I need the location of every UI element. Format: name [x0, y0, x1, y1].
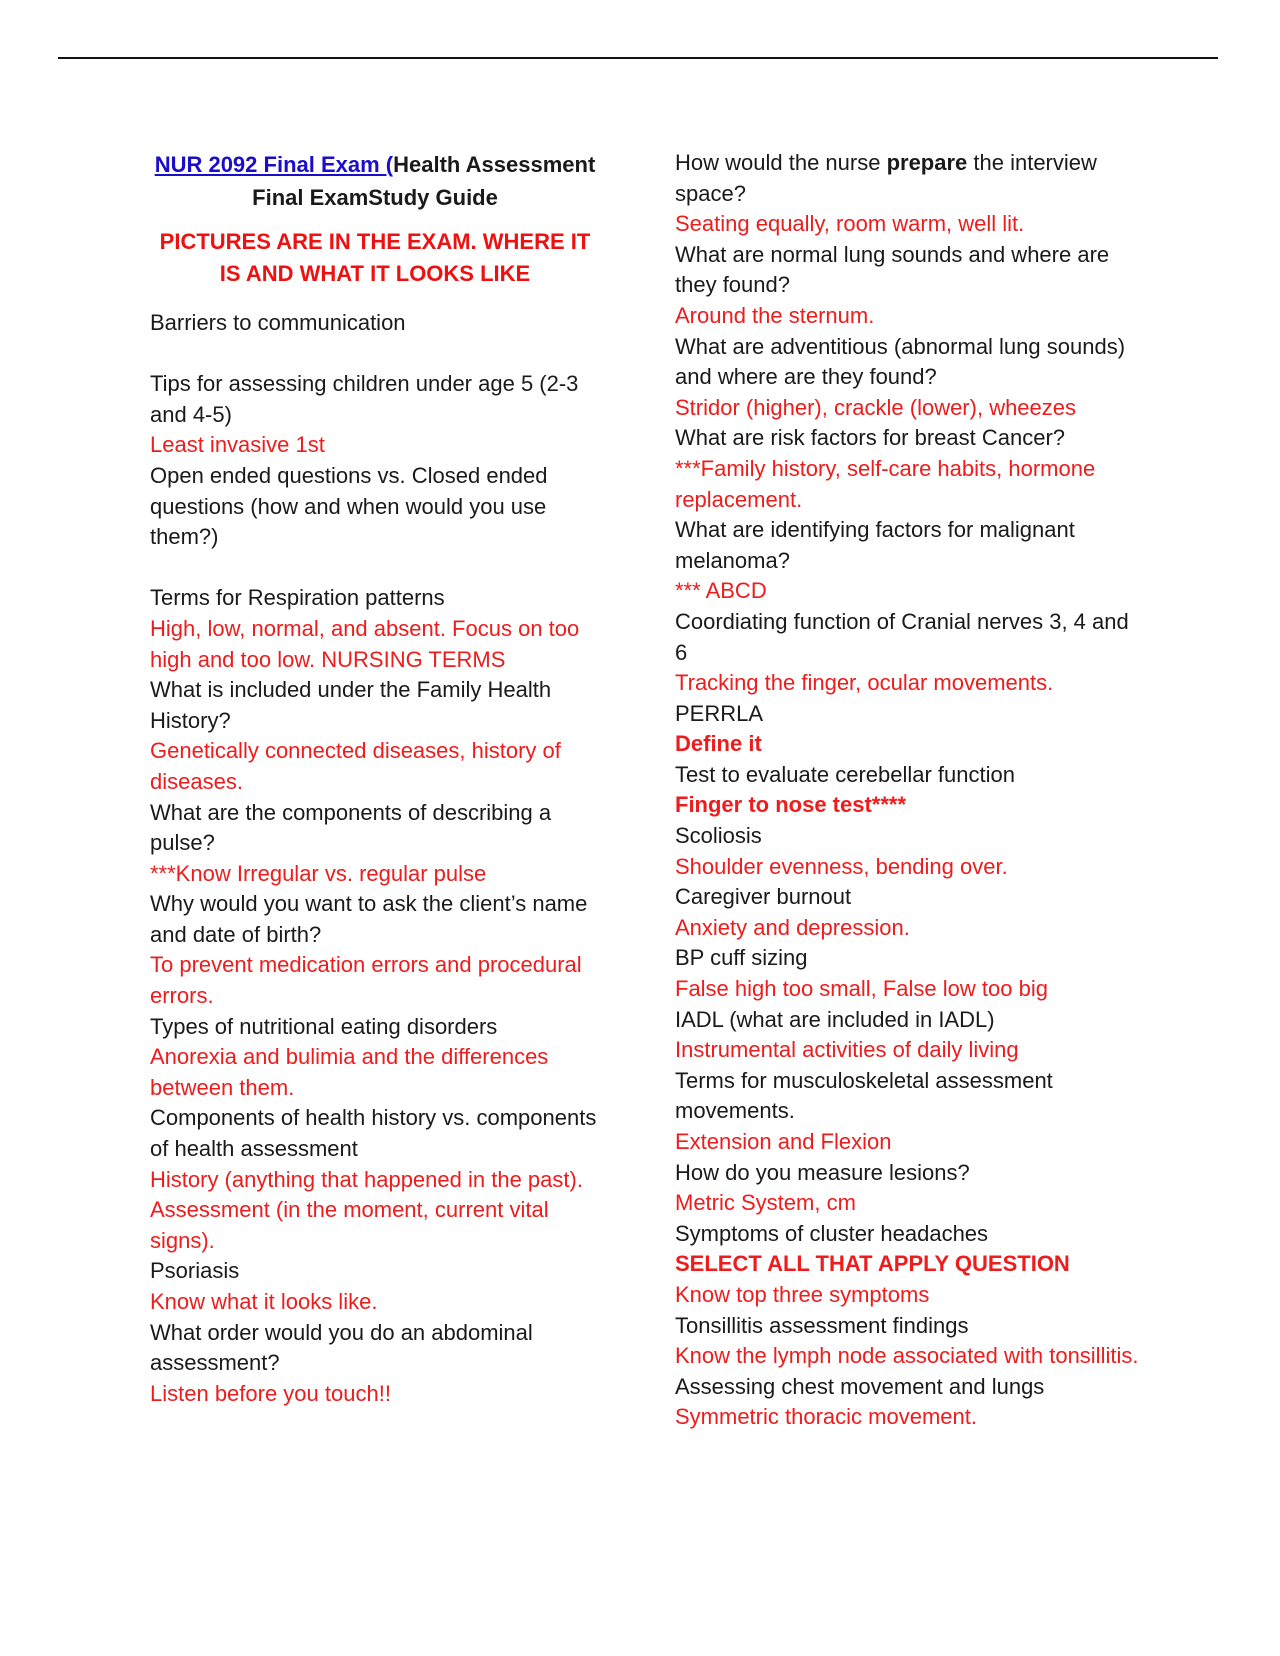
question-text: Symptoms of cluster headaches	[675, 1220, 989, 1246]
blank-line	[150, 553, 600, 584]
answer-text: Stridor (higher), crackle (lower), wheezes	[675, 394, 1077, 420]
answer-text: Around the sternum.	[675, 302, 875, 328]
question-text: What are normal lung sounds and where are they found?	[675, 241, 1110, 298]
question-text: PERRLA	[675, 700, 764, 726]
answer-text: Metric System, cm	[675, 1190, 856, 1216]
question-text: What are identifying factors for malignant melanoma?	[675, 517, 1075, 573]
answer-emphasis: Finger to nose test****	[675, 792, 907, 818]
answer-text: False high too small, False low too big	[675, 976, 1048, 1002]
answer-text: ***Family history, self-care habits, hormone replacement.	[675, 455, 1096, 512]
question-text: BP cuff sizing	[675, 945, 808, 971]
question-text: What is included under the Family Health History?	[150, 677, 552, 733]
top-rule	[58, 57, 1218, 59]
question-prepare-pre: How would the nurse	[675, 150, 887, 175]
document-title	[150, 148, 600, 214]
course-link[interactable]: NUR 2092 Final Exam (	[154, 152, 394, 177]
question-text: Coordiating function of Cranial nerves 3, 4 and 6	[675, 608, 1129, 665]
right-item-list	[675, 209, 1145, 1433]
question-prepare-post: the interview space?	[675, 150, 1097, 206]
left-item-list	[150, 308, 600, 1409]
question-text: Open ended questions vs. Closed ended questions (how and when would you use them?)	[150, 462, 548, 550]
answer-text: Least invasive 1st	[150, 432, 325, 458]
question-text: Caregiver burnout	[675, 884, 852, 910]
pictures-banner: PICTURES ARE IN THE EXAM. WHERE IT IS AND WHAT IT LOOKS LIKE	[159, 229, 591, 286]
question-text: Assessing chest movement and lungs	[675, 1373, 1045, 1399]
question-text: What are risk factors for breast Cancer?	[675, 425, 1066, 451]
question-text: Psoriasis	[150, 1258, 240, 1284]
question-text: Barriers to communication	[150, 310, 406, 335]
question-text: Terms for Respiration patterns	[150, 585, 445, 611]
answer-text: History (anything that happened in the past). Assessment (in the moment, current vital signs).	[150, 1166, 583, 1253]
blank-line	[150, 339, 600, 370]
answer-text: Anxiety and depression.	[675, 914, 910, 940]
left-column	[150, 148, 600, 1409]
answer-text: *** ABCD	[675, 578, 767, 604]
question-text: Why would you want to ask the client’s name and date of birth?	[150, 891, 588, 947]
question-text: Types of nutritional eating disorders	[150, 1013, 498, 1039]
answer-text: Know what it looks like.	[150, 1289, 378, 1314]
question-text: What order would you do an abdominal assessment?	[150, 1319, 533, 1376]
answer-text: Anorexia and bulimia and the differences between them.	[150, 1044, 549, 1100]
answer-text: Genetically connected diseases, history of diseases.	[150, 738, 561, 794]
question-text: Test to evaluate cerebellar function	[675, 761, 1015, 787]
question-text: IADL (what are included in IADL)	[675, 1006, 995, 1032]
question-text: Terms for musculoskeletal assessment movements.	[675, 1067, 1053, 1124]
right-column	[675, 148, 1145, 1433]
question-prepare-interview	[675, 148, 1145, 209]
answer-text: Extension and Flexion	[675, 1129, 892, 1154]
answer-text: Listen before you touch!!	[150, 1380, 391, 1406]
answer-emphasis: SELECT ALL THAT APPLY QUESTION	[675, 1251, 1070, 1277]
answer-text: Know the lymph node associated with tonsillitis.	[675, 1343, 1139, 1369]
question-text: Scoliosis	[675, 823, 762, 849]
answer-text: Seating equally, room warm, well lit.	[675, 211, 1025, 237]
question-text: What are adventitious (abnormal lung sounds) and where are they found?	[675, 333, 1126, 390]
answer-text: Shoulder evenness, bending over.	[675, 853, 1008, 879]
answer-text: Know top three symptoms	[675, 1281, 930, 1307]
answer-text: High, low, normal, and absent. Focus on too high and too low. NURSING TERMS	[150, 615, 580, 672]
answer-text: ***Know Irregular vs. regular pulse	[150, 860, 487, 886]
question-text: What are the components of describing a pulse?	[150, 799, 552, 856]
answer-text: Tracking the finger, ocular movements.	[675, 670, 1054, 696]
answer-text: Instrumental activities of daily living	[675, 1037, 1019, 1063]
question-prepare-bold: prepare	[886, 150, 968, 175]
title-rest: Health Assessment Final ExamStudy Guide	[252, 152, 596, 210]
question-text: Components of health history vs. components of health assessment	[150, 1105, 597, 1162]
question-text: How do you measure lesions?	[675, 1159, 970, 1185]
answer-emphasis: Define it	[675, 731, 762, 757]
question-text: Tips for assessing children under age 5 (2-3 and 4-5)	[150, 371, 579, 427]
answer-text: Symmetric thoracic movement.	[675, 1404, 977, 1430]
question-text: Tonsillitis assessment findings	[675, 1312, 969, 1338]
answer-text: To prevent medication errors and procedural errors.	[150, 952, 582, 1009]
